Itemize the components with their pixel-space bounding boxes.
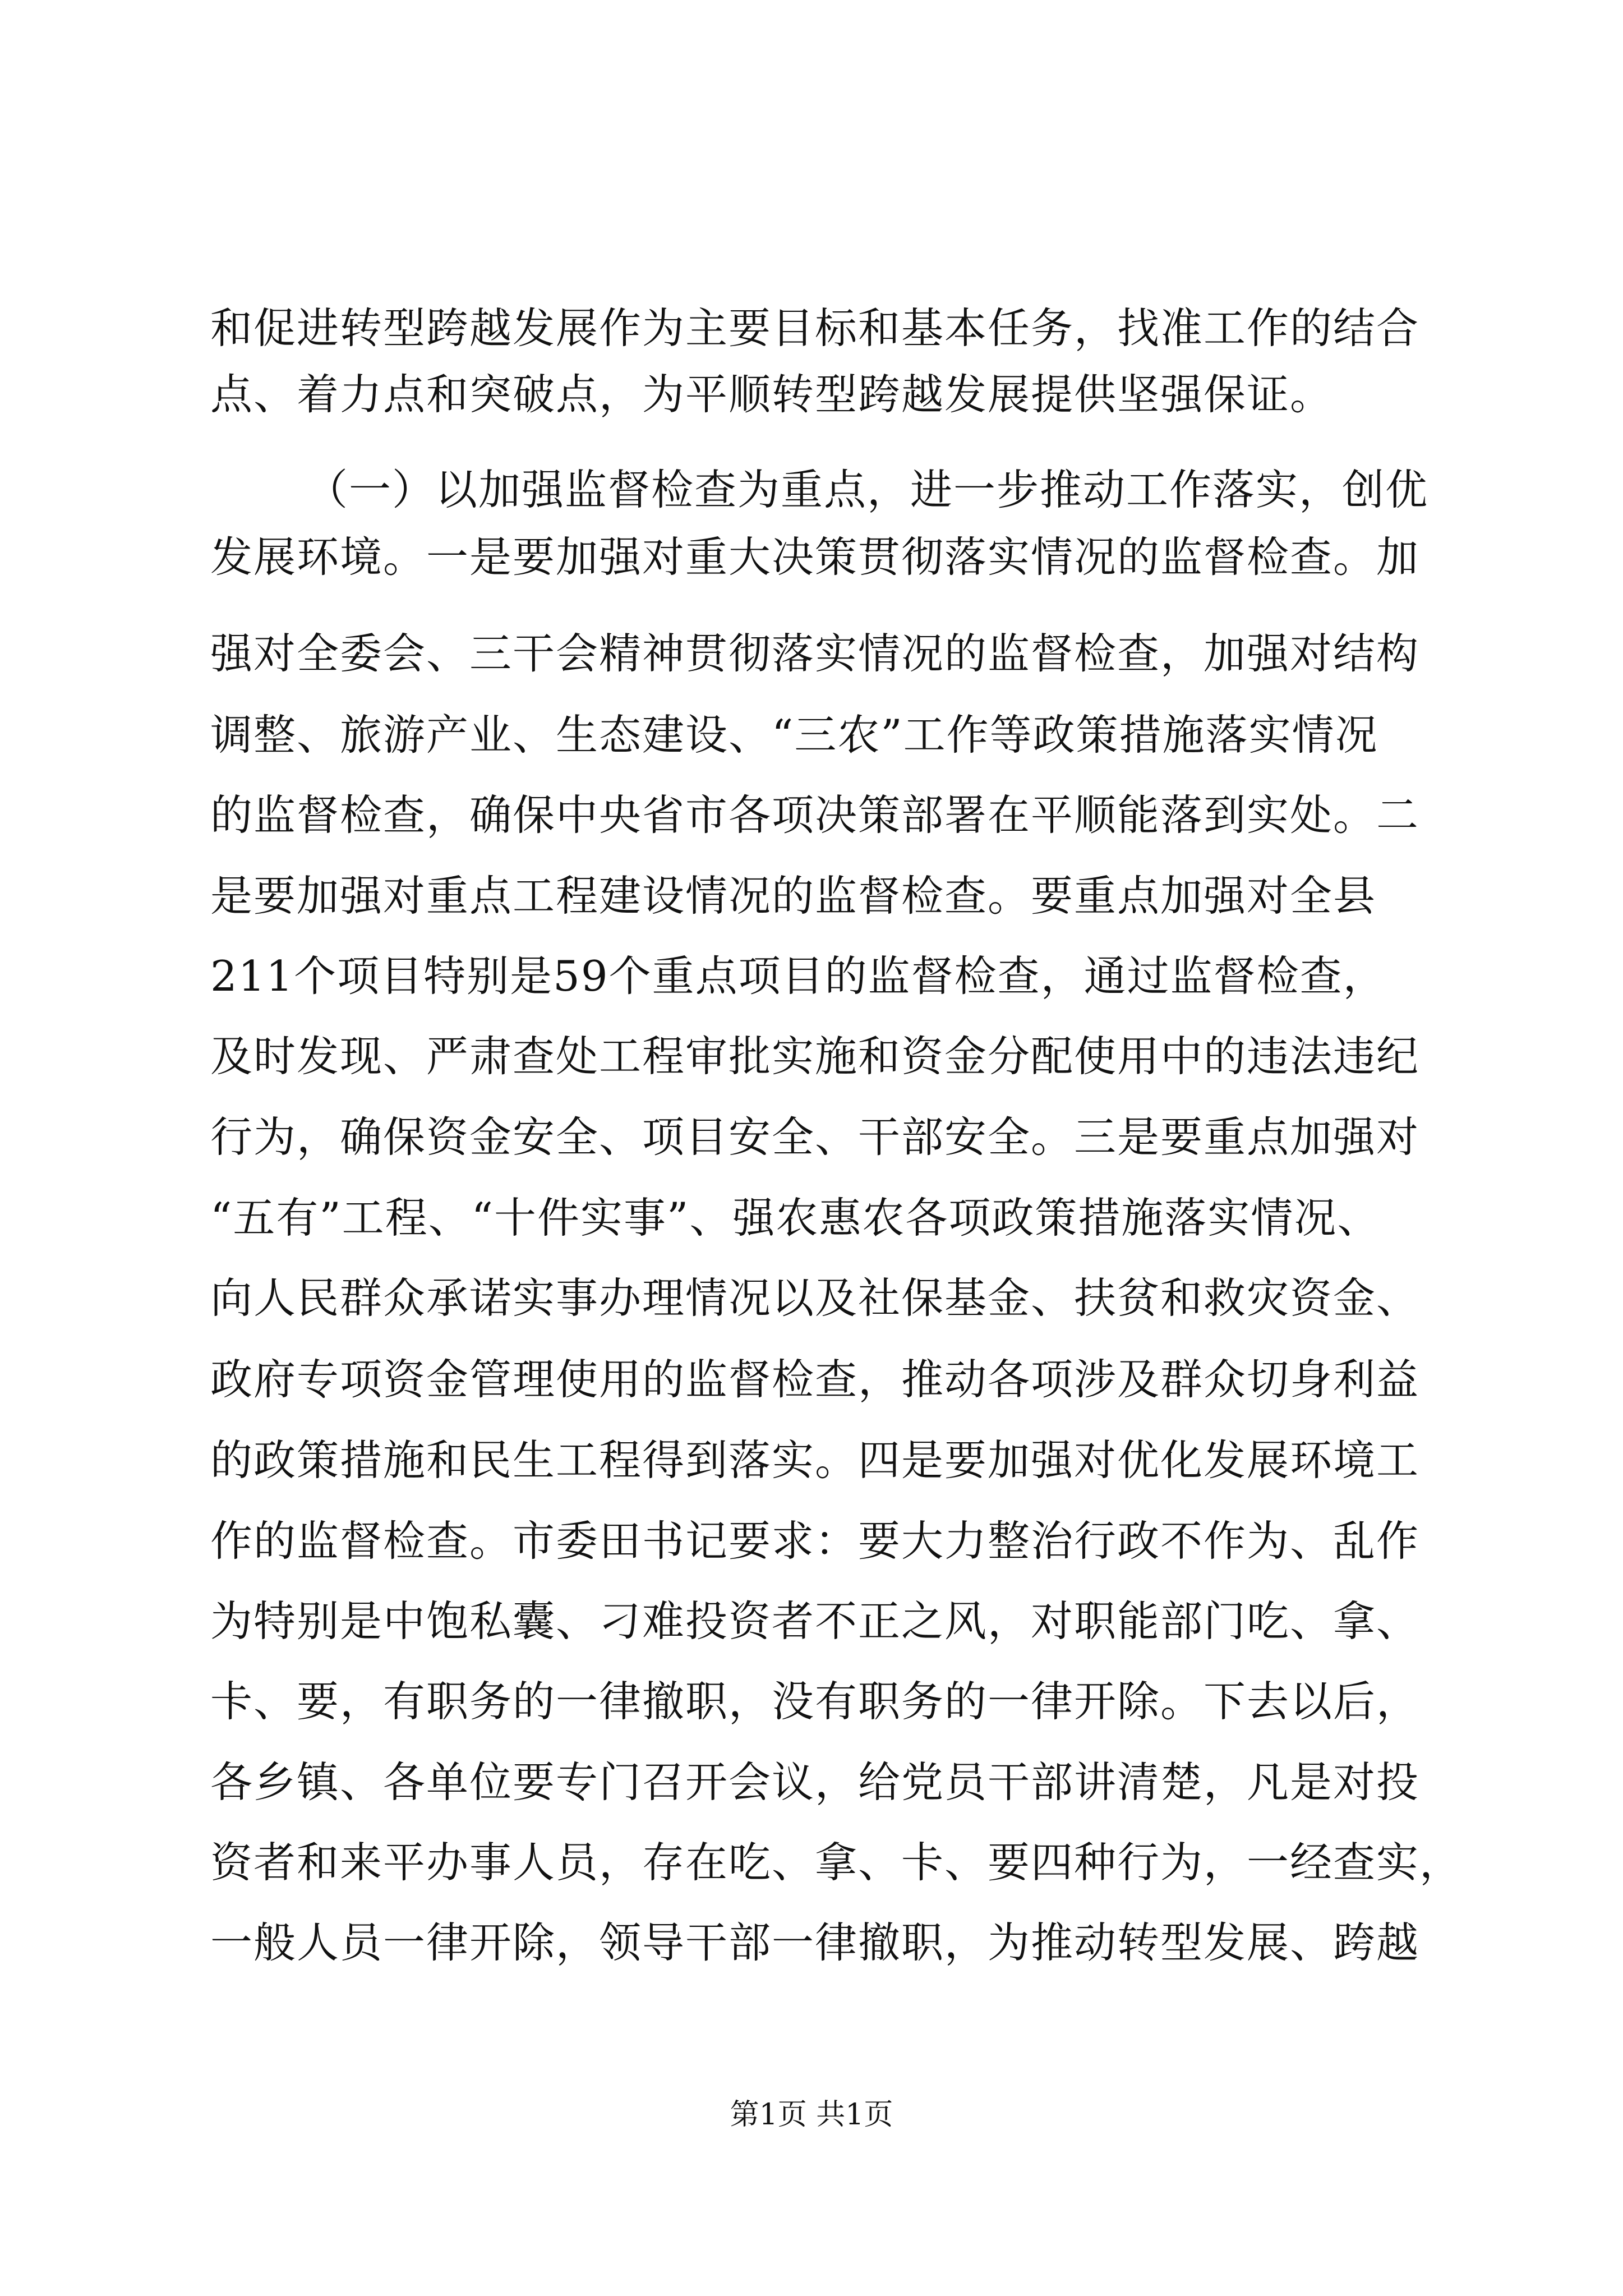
text-line-19: 各乡镇、各单位要专门召开会议，给党员干部讲清楚，凡是对投 (210, 1757, 1420, 1807)
text-line-7: 的监督检查，确保中央省市各项决策部署在平顺能落到实处。二 (210, 790, 1420, 840)
text-line-12: “五有”工程、“十件实事”、强农惠农各项政策措施落实情况、 (210, 1193, 1381, 1243)
text-line-5: 强对全委会、三干会精神贯彻落实情况的监督检查，加强对结构 (210, 629, 1420, 678)
text-line-21: 一般人员一律开除，领导干部一律撤职，为推动转型发展、跨越 (210, 1918, 1420, 1967)
text-line-18: 卡、要，有职务的一律撤职，没有职务的一律开除。下去以后， (210, 1677, 1420, 1726)
text-line-11: 行为，确保资金安全、项目安全、干部安全。三是要重点加强对 (210, 1112, 1420, 1162)
text-line-17: 为特别是中饱私囊、刁难投资者不正之风，对职能部门吃、拿、 (210, 1596, 1420, 1646)
text-line-8: 是要加强对重点工程建设情况的监督检查。要重点加强对全县 (210, 871, 1377, 921)
text-line-9: 211个项目特别是59个重点项目的监督检查，通过监督检查， (210, 951, 1386, 1001)
text-line-10: 及时发现、严肃查处工程审批实施和资金分配使用中的违法违纪 (210, 1032, 1420, 1081)
text-line-16: 作的监督检查。市委田书记要求：要大力整治行政不作为、乱作 (210, 1516, 1420, 1566)
text-line-6: 调整、旅游产业、生态建设、“三农”工作等政策措施落实情况 (210, 710, 1378, 760)
text-line-20: 资者和来平办事人员，存在吃、拿、卡、要四种行为，一经查实， (210, 1838, 1463, 1887)
text-line-2: 点、着力点和突破点，为平顺转型跨越发展提供坚强保证。 (210, 370, 1334, 419)
text-line-14: 政府专项资金管理使用的监督检查，推动各项涉及群众切身利益 (210, 1355, 1420, 1404)
text-line-13: 向人民群众承诺实事办理情况以及社保基金、扶贫和救灾资金、 (210, 1273, 1420, 1323)
paragraph-heading-line: （一）以加强监督检查为重点，进一步推动工作落实，创优 (306, 465, 1429, 514)
page-number-footer: 第1页 共1页 (730, 2098, 893, 2132)
text-line-4: 发展环境。一是要加强对重大决策贯彻落实情况的监督检查。加 (210, 532, 1420, 582)
text-line-1: 和促进转型跨越发展作为主要目标和基本任务，找准工作的结合 (210, 303, 1420, 353)
text-line-15: 的政策措施和民生工程得到落实。四是要加强对优化发展环境工 (210, 1435, 1420, 1485)
